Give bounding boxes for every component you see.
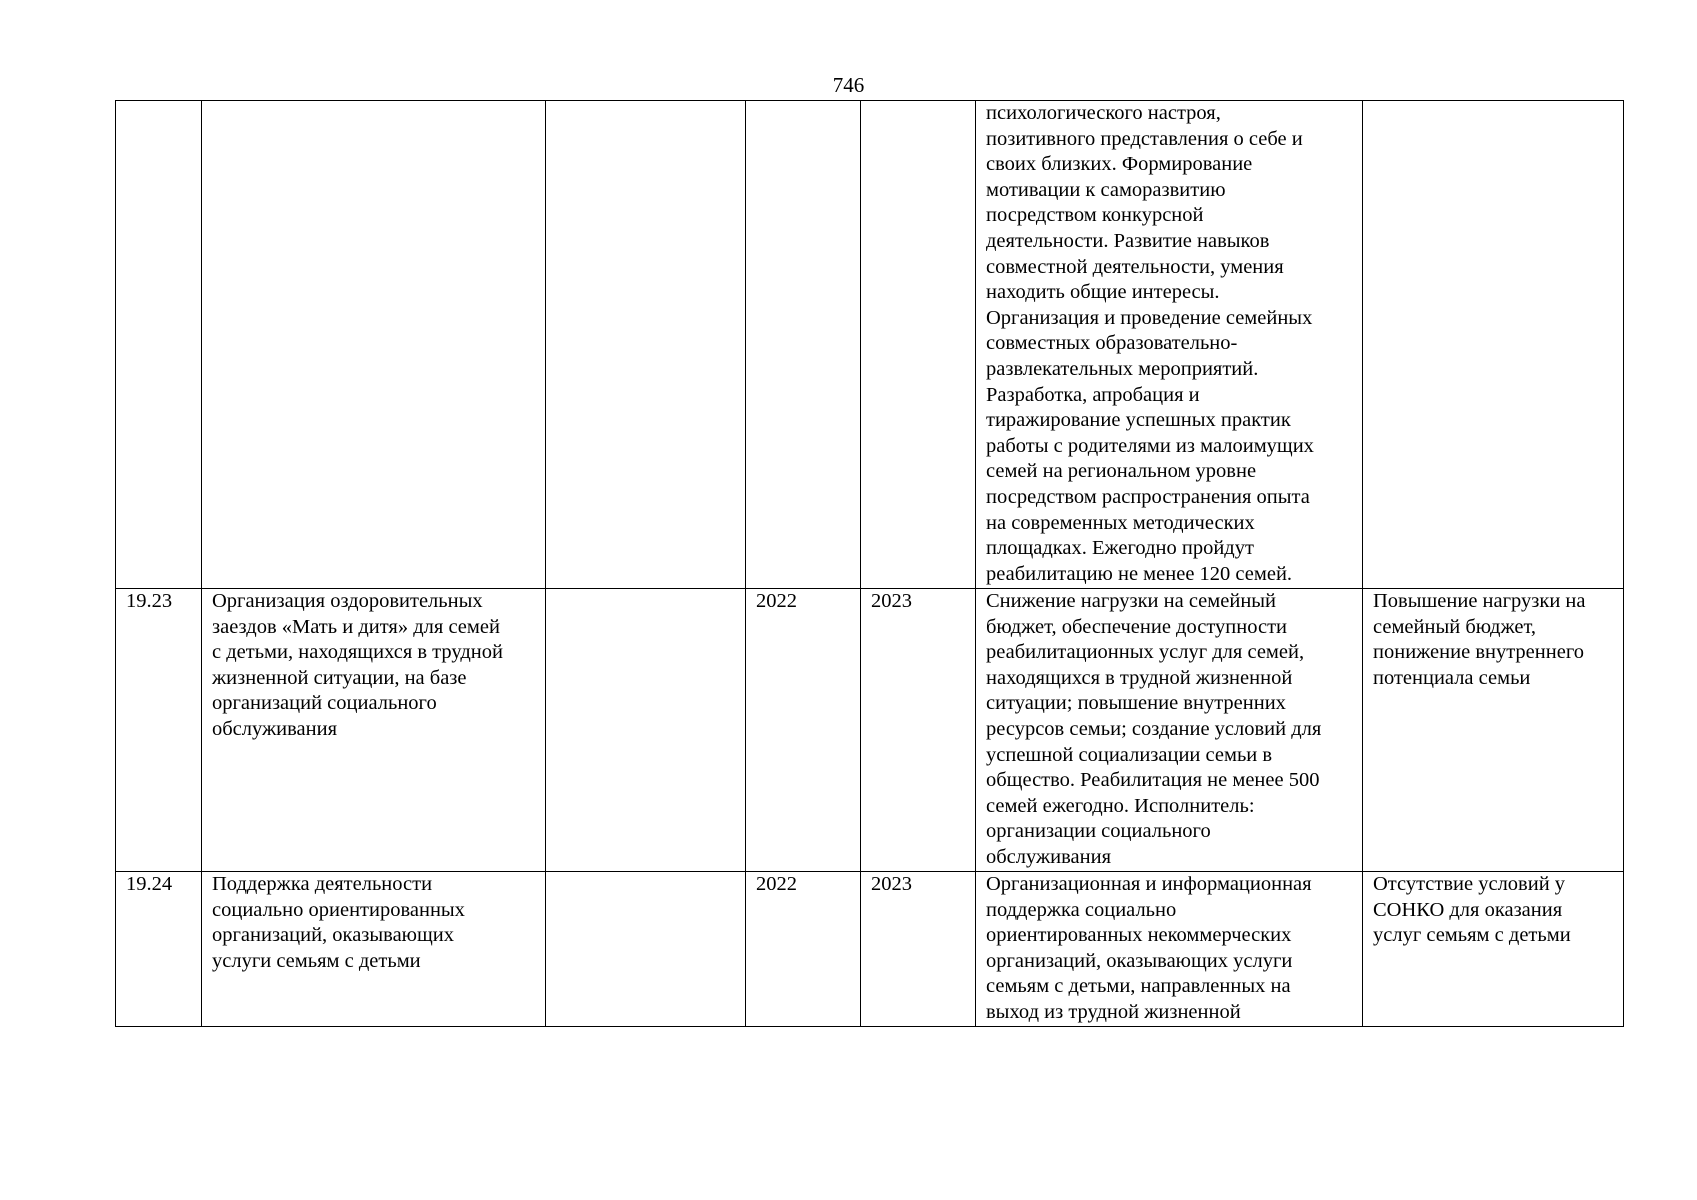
cell-start-year — [746, 101, 861, 589]
table-row — [116, 589, 1624, 872]
cell-expected-result: Организационная и информационная поддержка социально ориентированных некоммерческих организаций, оказывающих услуги семьям с детьми, направленных на выход из трудной жизненной — [976, 872, 1363, 1027]
table-row — [116, 872, 1624, 1027]
cell-end-year: 2023 — [861, 872, 976, 1027]
cell-start-year: 2022 — [746, 872, 861, 1027]
cell-responsible — [546, 589, 746, 872]
cell-number: 19.23 — [116, 589, 202, 872]
cell-consequence: Повышение нагрузки на семейный бюджет, понижение внутреннего потенциала семьи — [1363, 589, 1624, 872]
cell-measure-name: Организация оздоровительных заездов «Мать и дитя» для семей с детьми, находящихся в трудной жизненной ситуации, на базе организаций социального обслуживания — [202, 589, 546, 872]
cell-measure-name — [202, 101, 546, 589]
page-number: 746 — [832, 73, 865, 97]
cell-responsible — [546, 101, 746, 589]
measures-table — [115, 100, 1624, 1027]
cell-end-year: 2023 — [861, 589, 976, 872]
cell-consequence: Отсутствие условий у СОНКО для оказания услуг семьям с детьми — [1363, 872, 1624, 1027]
table-row — [116, 101, 1624, 589]
cell-responsible — [546, 872, 746, 1027]
cell-number — [116, 101, 202, 589]
cell-start-year: 2022 — [746, 589, 861, 872]
cell-measure-name: Поддержка деятельности социально ориентированных организаций, оказывающих услуги семьям с детьми — [202, 872, 546, 1027]
cell-consequence — [1363, 101, 1624, 589]
cell-expected-result: Снижение нагрузки на семейный бюджет, обеспечение доступности реабилитационных услуг для семей, находящихся в трудной жизненной ситуации; повышение внутренних ресурсов семьи; создание условий для успешной социализации семьи в общество. Реабилитация не менее 500 семей ежегодно. Исполнитель: организации социального обслуживания — [976, 589, 1363, 872]
cell-expected-result: психологического настроя, позитивного представления о себе и своих близких. Формирование мотивации к саморазвитию посредством конкурсной деятельности. Развитие навыков совместной деятельности, умения находить общие интересы. Организация и проведение семейных совместных образовательно- развлекательных мероприятий. Разработка, апробация и тиражирование успешных практик работы с родителями из малоимущих семей на региональном уровне посредством распространения опыта на современных методических площадках. Ежегодно пройдут реабилитацию не менее 120 семей. — [976, 101, 1363, 589]
cell-number: 19.24 — [116, 872, 202, 1027]
cell-end-year — [861, 101, 976, 589]
